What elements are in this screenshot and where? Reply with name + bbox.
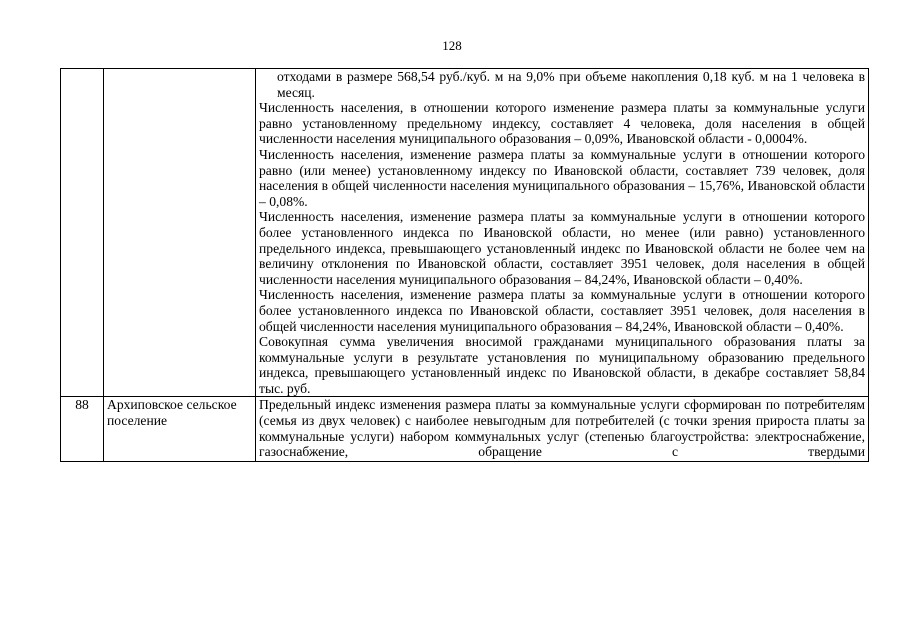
row-number-cell: [61, 69, 104, 397]
paragraph-population-equal-limit: Численность населения, в отношении которого изменение размера платы за коммунальные услуги равно установленному предельному индексу, составляет 4 человека, доля населения в общей численности населения муниципального образования – 0,09%, Ивановской области - 0,0004%.: [259, 100, 865, 147]
description-cell: [256, 397, 869, 462]
municipality-name-cell: Архиповское сельское поселение: [104, 397, 256, 462]
municipality-name-cell: [104, 69, 256, 397]
page-number: 128: [442, 38, 462, 53]
municipal-table: [60, 68, 869, 462]
paragraph-limit-index-formation: Предельный индекс изменения размера платы за коммунальные услуги сформирован по потребителям (семья из двух человек) с наиболее невыгодным для потребителей (с точки зрения прироста платы за коммунальные услуги) набором коммунальных услуг (степенью благоустройства: электроснабжение, газоснабжение, обращение с твердыми: [259, 397, 865, 460]
row-number-cell: 88: [61, 397, 104, 462]
paragraph-population-above-index: Численность населения, изменение размера платы за коммунальные услуги в отношении которого более установленного индекса по Ивановской области, составляет 3951 человек, доля населения в общей численности населения муниципального образования – 84,24%, Ивановской области – 0,40%.: [259, 287, 865, 334]
paragraph-total-increase: Совокупная сумма увеличения вносимой гражданами муниципального образования платы за коммунальные услуги в результате установления по муниципальному образованию предельного индекса, превышающего установленный индекс по Ивановской области, в декабре составляет 58,84 тыс. руб.: [259, 334, 865, 396]
paragraph-continuation: отходами в размере 568,54 руб./куб. м на 9,0% при объеме накопления 0,18 куб. м на 1 человека в месяц.: [277, 69, 865, 100]
description-cell: [256, 69, 869, 397]
paragraph-population-below-index: Численность населения, изменение размера платы за коммунальные услуги в отношении которого равно (или менее) установленному индексу по Ивановской области, составляет 739 человек, доля населения в общей численности населения муниципального образования – 15,76%, Ивановской области – 0,08%.: [259, 146, 865, 209]
table-row: [61, 69, 869, 397]
table-row: [61, 397, 869, 462]
paragraph-population-between-indices: Численность населения, изменение размера платы за коммунальные услуги в отношении которого более установленного индекса по Ивановской области, но менее (или равно) установленного предельного индекса, превышающего установленный индекс по Ивановской области не более чем на величину отклонения по Ивановской области, составляет 3951 человек, доля населения в общей численности населения муниципального образования – 84,24%, Ивановской области – 0,40%.: [259, 209, 865, 287]
